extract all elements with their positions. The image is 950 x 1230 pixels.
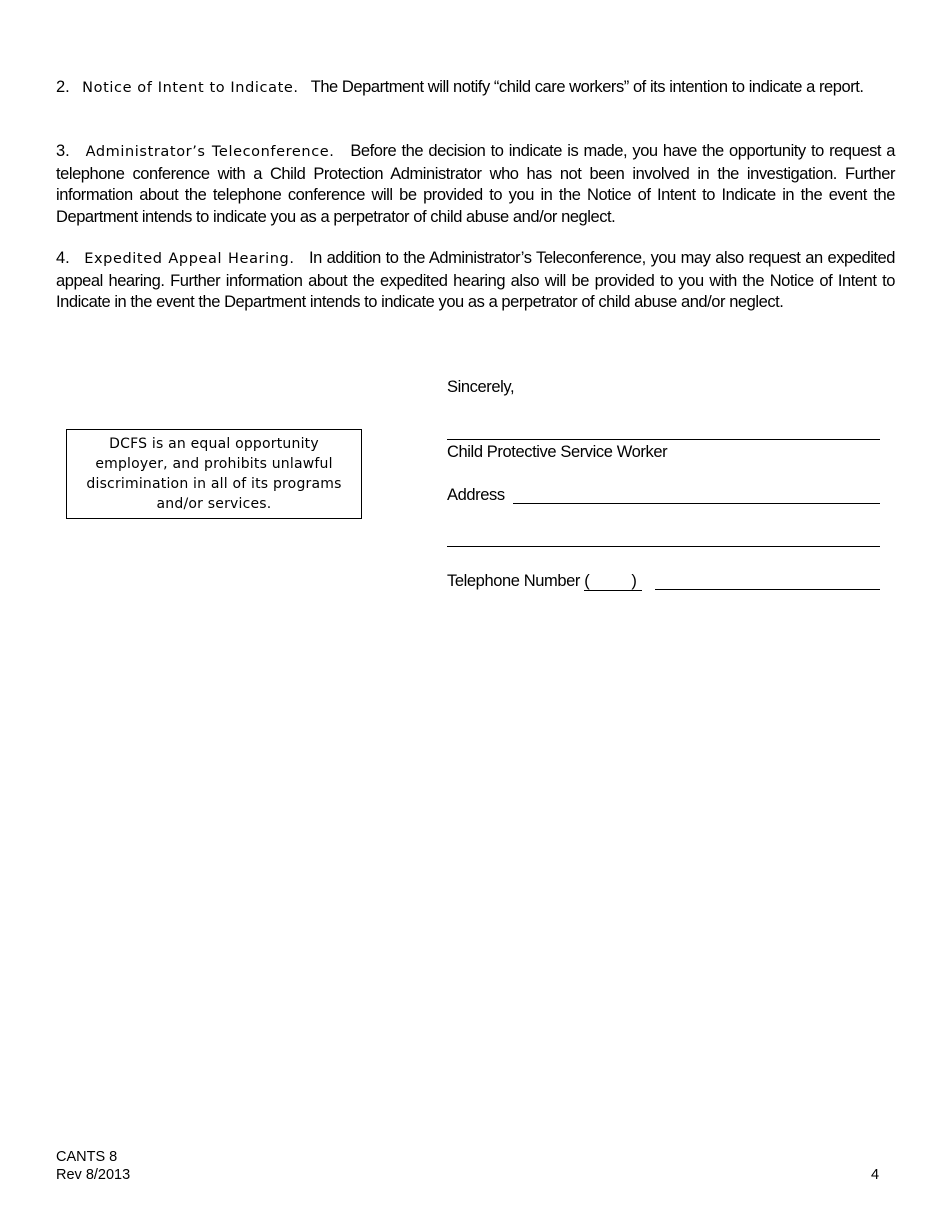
form-revision: Rev 8/2013	[56, 1167, 131, 1183]
form-footer	[56, 1148, 130, 1184]
address-line-1	[513, 503, 880, 504]
telephone-field	[447, 571, 642, 591]
area-code-blank: ( )	[584, 572, 642, 591]
eeo-notice-box	[66, 429, 362, 519]
address-line-2	[447, 546, 880, 547]
signature-line	[447, 439, 880, 440]
worker-label: Child Protective Service Worker	[447, 443, 668, 461]
section-number: 2.	[56, 78, 70, 96]
section-body: The Department will notify “child care workers” of its intention to indicate a report.	[310, 78, 864, 96]
section-body: In addition to the Administrator’s Teleconference, you may also request an expedited appeal hearing. Further information about the expedited hearing also will be provided to you with the Notice of Intent to Indicate in the event the Department intends to indicate you as a perpetrator of child abuse and/or neglect.	[56, 249, 896, 311]
section-notice-of-intent	[56, 77, 895, 100]
closing-text: Sincerely,	[447, 378, 515, 396]
telephone-label: Telephone Number	[447, 572, 581, 590]
section-expedited-appeal	[56, 248, 895, 314]
address-label: Address	[447, 486, 505, 504]
telephone-line	[655, 589, 880, 590]
eeo-notice-text: DCFS is an equal opportunity employer, and prohibits unlawful discrimination in all of its programs and/or services.	[86, 436, 342, 512]
section-heading: Notice of Intent to Indicate.	[82, 80, 299, 96]
section-number: 4.	[56, 249, 70, 267]
section-heading: Expedited Appeal Hearing.	[84, 251, 295, 267]
section-body: Before the decision to indicate is made, you have the opportunity to request a telephone conference with a Child Protection Administrator who has not been involved in the investigation. Further information about the telephone conference will be provided to you in the Notice of Intent to Indicate in the event the Department intends to indicate you as a perpetrator of child abuse and/or neglect.	[56, 142, 896, 226]
section-administrator-teleconference	[56, 141, 895, 228]
form-id: CANTS 8	[56, 1149, 118, 1165]
page-number: 4	[871, 1167, 880, 1183]
section-heading: Administrator’s Teleconference.	[85, 144, 335, 160]
section-number: 3.	[56, 142, 70, 160]
